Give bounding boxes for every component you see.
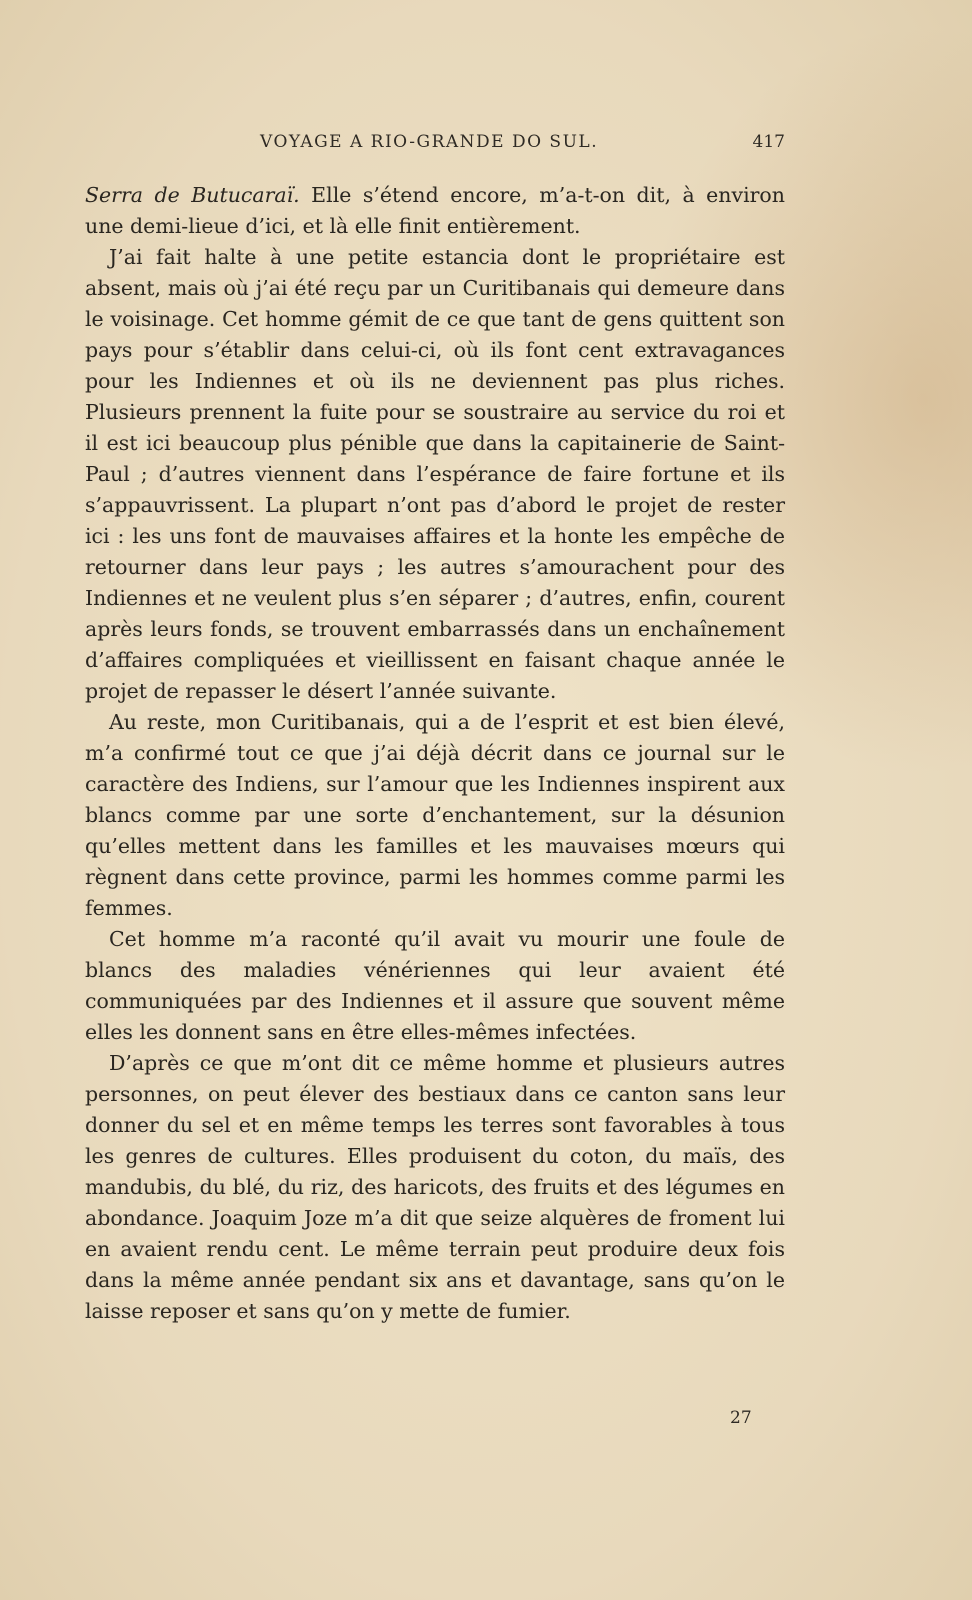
place-name-italic: Serra de Butucaraï. [85,183,300,207]
body-text [85,180,785,1327]
paragraph-1 [85,180,785,242]
running-title: VOYAGE A RIO-GRANDE DO SUL. [260,132,599,152]
signature-mark: 27 [730,1408,752,1428]
paragraph-1-text: Elle s’étend encore, m’a-t-on dit, à environ une demi-lieue d’ici, et là elle finit entièrement. [85,183,785,238]
paragraph-5: D’après ce que m’ont dit ce même homme et plusieurs autres personnes, on peut élever des bestiaux dans ce canton sans leur donner du sel et en même temps les terres sont favorables à tous les genres de cultures. Elles produisent du coton, du maïs, des mandubis, du blé, du riz, des haricots, des fruits et des légumes en abondance. Joaquim Joze m’a dit que seize alquères de froment lui en avaient rendu cent. Le même terrain peut produire deux fois dans la même année pendant six ans et davantage, sans qu’on le laisse reposer et sans qu’on y mette de fumier. [85,1051,785,1323]
page-number: 417 [752,132,785,152]
paragraph-4: Cet homme m’a raconté qu’il avait vu mourir une foule de blancs des maladies vénériennes qui leur avaient été communiquées par des Indiennes et il assure que souvent même elles les donnent sans en être elles-mêmes infectées. [85,927,785,1044]
paragraph-2: J’ai fait halte à une petite estancia dont le propriétaire est absent, mais où j’ai été reçu par un Curitibanais qui demeure dans le voisinage. Cet homme gémit de ce que tant de gens quittent son pays pour s’établir dans celui-ci, où ils font cent extravagances pour les Indiennes et où ils ne deviennent pas plus riches. Plusieurs prennent la fuite pour se soustraire au service du roi et il est ici beaucoup plus pénible que dans la capitainerie de Saint-Paul ; d’autres viennent dans l’espérance de faire fortune et ils s’appauvrissent. La plupart n’ont pas d’abord le projet de rester ici : les uns font de mauvaises affaires et la honte les empêche de retourner dans leur pays ; les autres s’amourachent pour des Indiennes et ne veulent plus s’en séparer ; d’autres, enfin, courent après leurs fonds, se trouvent embarrassés dans un enchaînement d’affaires compliquées et vieillissent en faisant chaque année le projet de repasser le désert l’année suivante. [85,245,785,703]
paragraph-3: Au reste, mon Curitibanais, qui a de l’esprit et est bien élevé, m’a confirmé tout ce que j’ai déjà décrit dans ce journal sur le caractère des Indiens, sur l’amour que les Indiennes inspirent aux blancs comme par une sorte d’enchantement, sur la désunion qu’elles mettent dans les familles et les mauvaises mœurs qui règnent dans cette province, parmi les hommes comme parmi les femmes. [85,710,785,920]
